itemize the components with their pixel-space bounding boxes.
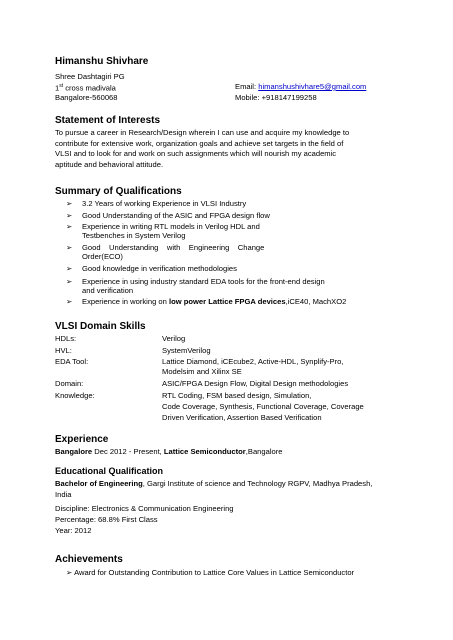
interests-paragraph	[55, 128, 400, 170]
qualification-text-cont: Order(ECO)	[82, 252, 123, 262]
education-institute: , Gargi Institute of science and Technology RGPV, Madhya Pradesh,	[142, 479, 373, 488]
skill-label: HVL:	[55, 346, 72, 355]
skill-value: Lattice Diamond, iCEcube2, Active-HDL, Synplify-Pro,	[162, 357, 344, 366]
qualification-item	[66, 243, 386, 261]
experience-city: Bangalore	[55, 447, 93, 456]
skills-heading: VLSI Domain Skills	[55, 321, 146, 332]
bullet-arrow-icon: ➢	[66, 277, 73, 286]
skill-value: ASIC/FPGA Design Flow, Digital Design methodologies	[162, 379, 349, 388]
qualification-item	[66, 222, 386, 240]
candidate-name: Himanshu Shivhare	[55, 56, 149, 67]
skill-label: Knowledge:	[55, 391, 95, 400]
qualification-text-cont: Testbenches in System Verilog	[82, 231, 186, 241]
education-percentage: Percentage: 68.8% First Class	[55, 515, 158, 524]
experience-entry	[55, 447, 283, 456]
address-line-2	[55, 82, 116, 93]
qualification-text: Good Understanding of the ASIC and FPGA design flow	[82, 211, 270, 220]
bullet-arrow-icon: ➢	[66, 264, 73, 273]
experience-location: ,Bangalore	[245, 447, 283, 456]
qualification-item	[66, 264, 386, 273]
skill-label: EDA Tool:	[55, 357, 89, 366]
qualifications-heading: Summary of Qualifications	[55, 186, 182, 197]
address-number: 1	[55, 83, 60, 93]
skill-value: RTL Coding, FSM based design, Simulation,	[162, 391, 312, 400]
education-country: India	[55, 490, 72, 499]
interests-line-1: To pursue a career in Research/Design wherein I can use and acquire my knowledge to	[55, 128, 350, 137]
address-line-3: Bangalore-560068	[55, 93, 118, 102]
bullet-arrow-icon: ➢	[66, 199, 73, 208]
skill-value-cont: Code Coverage, Synthesis, Functional Coverage, Coverage	[162, 402, 364, 411]
education-heading: Educational Qualification	[55, 466, 164, 476]
skill-value-cont: Driven Verification, Assertion Based Verification	[162, 413, 322, 422]
address-line-1: Shree Dashtagiri PG	[55, 72, 125, 81]
achievement-text: Award for Outstanding Contribution to Lattice Core Values in Lattice Semiconductor	[74, 568, 355, 577]
qualification-text: Experience in writing RTL models in Verilog HDL and	[82, 222, 260, 231]
bullet-arrow-icon: ➢	[66, 222, 73, 231]
qualification-text: Experience in using industry standard EDA tools for the front-end design	[82, 277, 325, 286]
qualification-text: 3.2 Years of working Experience in VLSI Industry	[82, 199, 247, 208]
email-label: Email:	[235, 82, 259, 91]
qualification-item	[66, 211, 386, 220]
achievement-item	[66, 568, 354, 577]
interests-heading: Statement of Interests	[55, 115, 161, 126]
qualification-text-bold: low power Lattice FPGA devices	[168, 297, 286, 306]
qualification-item	[66, 277, 386, 295]
education-year: Year: 2012	[55, 526, 92, 535]
qualification-text: Good knowledge in verification methodologies	[82, 264, 237, 273]
bullet-arrow-icon: ➢	[66, 568, 73, 577]
education-degree: Bachelor of Engineering	[55, 479, 143, 488]
education-degree-line	[55, 479, 372, 488]
experience-heading: Experience	[55, 434, 109, 445]
qualification-text-post: ,iCE40, MachXO2	[285, 297, 347, 306]
experience-company: Lattice Semiconductor	[163, 447, 246, 456]
skill-value: Verilog	[162, 334, 186, 343]
interests-line-3: VLSI and to look for and work on such assignments which will nourish my academic	[55, 149, 337, 159]
education-discipline: Discipline: Electronics & Communication Engineering	[55, 504, 234, 513]
address-superscript: st	[59, 83, 64, 89]
qualification-text-cont: and verification	[82, 286, 134, 296]
address-street: cross madivala	[63, 83, 116, 93]
skill-value-cont: Modelsim and Xilinx SE	[162, 367, 242, 376]
skill-label: HDLs:	[55, 334, 77, 343]
skill-value: SystemVerilog	[162, 346, 211, 355]
qualification-text	[82, 297, 386, 306]
bullet-arrow-icon: ➢	[66, 211, 73, 220]
experience-dates: Dec 2012 - Present,	[92, 447, 164, 456]
email-link[interactable]: himanshushivhare5@gmail.com	[258, 82, 367, 91]
email-line	[235, 82, 366, 91]
qualification-item	[66, 297, 386, 306]
mobile-line: Mobile: +918147199258	[235, 93, 317, 102]
interests-line-4: aptitude and behavioral attitude.	[55, 159, 164, 169]
qualification-text-pre: Experience in working on	[82, 297, 169, 306]
bullet-arrow-icon: ➢	[66, 297, 73, 306]
achievements-heading: Achievements	[55, 554, 123, 565]
qualification-text: Good Understanding with Engineering Change	[82, 243, 265, 252]
interests-line-2: contribute for extensive work, organization goals and achieve set targets in the field of	[55, 138, 344, 148]
bullet-arrow-icon: ➢	[66, 243, 73, 252]
qualification-item	[66, 199, 386, 208]
skill-label: Domain:	[55, 379, 84, 388]
